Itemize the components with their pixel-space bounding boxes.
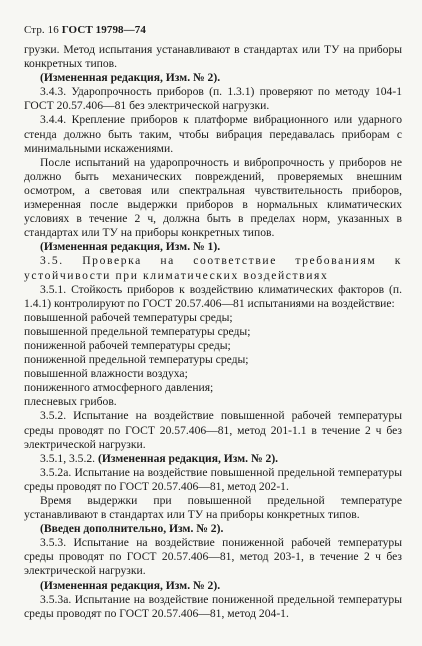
- clause-3-4-4: 3.4.4. Крепление приборов к платформе вибрационного или ударного стенда должно быть таким, чтобы вибрация передавалась приборам с минимальными искажениями.: [24, 113, 402, 155]
- paragraph-continuation: грузки. Метод испытания устанавливают в стандартах или ТУ на приборы конкретных типов.: [24, 43, 402, 71]
- clause-3-4-3: 3.4.3. Ударопрочность приборов (п. 1.3.1) проверяют по методу 104-1 ГОСТ 20.57.406—81 без электрической нагрузки.: [24, 85, 402, 113]
- climatic-factors-list: [24, 311, 402, 410]
- amendment-note: (Введен дополнительно, Изм. № 2).: [40, 522, 224, 536]
- clause-3-5-3: 3.5.3. Испытание на воздействие пониженной рабочей температуры среды проводят по ГОСТ 20.57.406—81, метод 203-1, в течение 2 ч без электрической нагрузки.: [24, 536, 402, 578]
- list-item: повышенной рабочей температуры среды;: [24, 310, 233, 324]
- list-item: пониженной предельной температуры среды;: [24, 353, 249, 367]
- list-item: пониженного атмосферного давления;: [24, 381, 214, 395]
- amendment-note: (Измененная редакция, Изм. № 2).: [97, 451, 279, 465]
- amendment-note-3-5-1-3-5-2: [24, 452, 402, 466]
- exposure-time-paragraph: Время выдержки при повышенной предельной температуре устанавливают в стандартах или ТУ на приборы конкретных типов.: [24, 494, 402, 522]
- list-item: повышенной предельной температуры среды;: [24, 324, 251, 338]
- list-item: повышенной влажности воздуха;: [24, 367, 188, 381]
- clause-3-5-3a: 3.5.3а. Испытание на воздействие пониженной предельной температуры среды проводят по ГОСТ 20.57.406—81, метод 204-1.: [24, 592, 402, 620]
- amendment-note: (Измененная редакция, Изм. № 2).: [40, 578, 221, 592]
- amendment-note: (Измененная редакция, Изм. № 2).: [40, 71, 221, 85]
- page-header: [24, 24, 402, 37]
- clause-3-5-2: 3.5.2. Испытание на воздействие повышенной рабочей температуры среды проводят по ГОСТ 20.57.406—81, метод 201-1.1 в течение 2 ч без электрической нагрузки.: [24, 409, 402, 451]
- section-heading-3-5: 3.5. Проверка на соответствие требованиям к устойчивости при климатических воздействиях: [24, 254, 402, 282]
- paragraph-after-tests: После испытаний на ударопрочность и вибропрочность у приборов не должно быть механических повреждений, проверяемых внешним осмотром, а световая или спектральная чувствительность приборов, измеренная после выдержки приборов в нормальных климатических условиях в течение 2 ч, должна быть в пределах норм, указанных в стандартах или ТУ на приборы конкретных типов.: [24, 155, 402, 240]
- list-item: плесневых грибов.: [24, 395, 117, 409]
- page-number: Стр. 16: [24, 24, 59, 36]
- amendment-note: (Измененная редакция, Изм. № 1).: [40, 240, 221, 254]
- clause-3-5-1: 3.5.1. Стойкость приборов к воздействию климатических факторов (п. 1.4.1) контролируют по ГОСТ 20.57.406—81 испытаниями на воздействие:: [24, 282, 402, 310]
- clause-refs: 3.5.1, 3.5.2.: [40, 451, 96, 465]
- standard-number: ГОСТ 19798—74: [61, 24, 146, 36]
- list-item: пониженной рабочей температуры среды;: [24, 338, 231, 352]
- clause-3-5-2a: 3.5.2а. Испытание на воздействие повышенной предельной температуры среды проводят по ГОСТ 20.57.406—81, метод 202-1.: [24, 465, 402, 493]
